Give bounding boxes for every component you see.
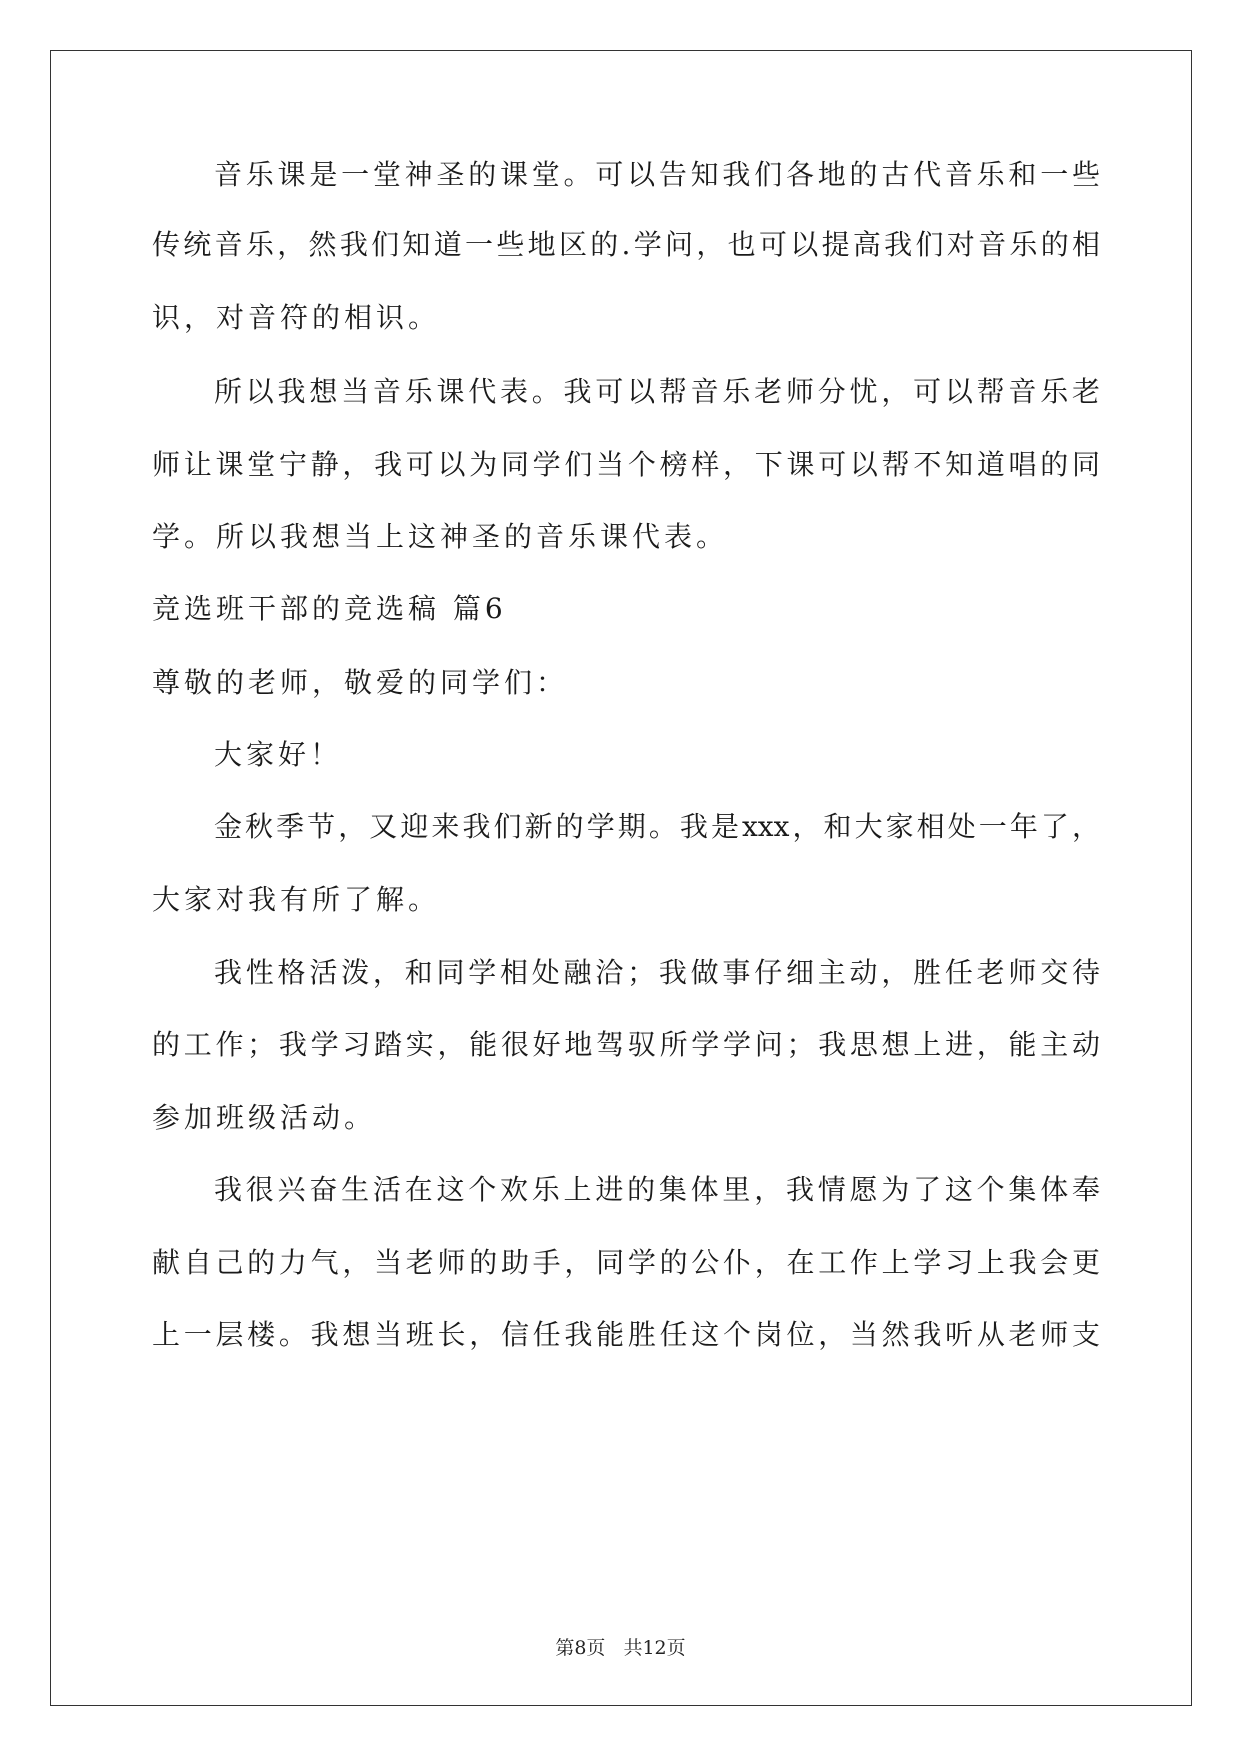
text-line: 上一层楼。我想当班长，信任我能胜任这个岗位，当然我听从老师支 xyxy=(152,1318,1100,1351)
text-line: 的工作；我学习踏实，能很好地驾驭所学学问；我思想上进，能主动 xyxy=(152,1028,1100,1061)
text-line: 传统音乐，然我们知道一些地区的.学问，也可以提高我们对音乐的相 xyxy=(152,228,1100,261)
page-total: 共12页 xyxy=(623,1637,686,1659)
salutation: 尊敬的老师，敬爱的同学们： xyxy=(152,666,569,699)
text-line: 我性格活泼，和同学相处融洽；我做事仔细主动，胜任老师交待 xyxy=(214,956,1100,989)
text-line: 参加班级活动。 xyxy=(152,1101,377,1134)
text-line: 所以我想当音乐课代表。我可以帮音乐老师分忧，可以帮音乐老 xyxy=(214,375,1100,408)
text-line: 师让课堂宁静，我可以为同学们当个榜样，下课可以帮不知道唱的同 xyxy=(152,448,1100,481)
text-line: 学。所以我想当上这神圣的音乐课代表。 xyxy=(152,520,729,553)
text-line: 大家对我有所了解。 xyxy=(152,883,441,916)
greeting: 大家好！ xyxy=(214,738,343,771)
text-line: 献自己的力气，当老师的助手，同学的公仆，在工作上学习上我会更 xyxy=(152,1246,1100,1279)
page-number: 第8页 xyxy=(555,1637,606,1659)
text-line: 金秋季节，又迎来我们新的学期。我是xxx，和大家相处一年了， xyxy=(214,810,1100,843)
text-line: 识，对音符的相识。 xyxy=(152,301,441,334)
text-line: 我很兴奋生活在这个欢乐上进的集体里，我情愿为了这个集体奉 xyxy=(214,1173,1100,1206)
page-footer xyxy=(0,1635,1241,1661)
section-heading: 竞选班干部的竞选稿 篇6 xyxy=(152,592,507,625)
text-line: 音乐课是一堂神圣的课堂。可以告知我们各地的古代音乐和一些 xyxy=(214,158,1100,191)
